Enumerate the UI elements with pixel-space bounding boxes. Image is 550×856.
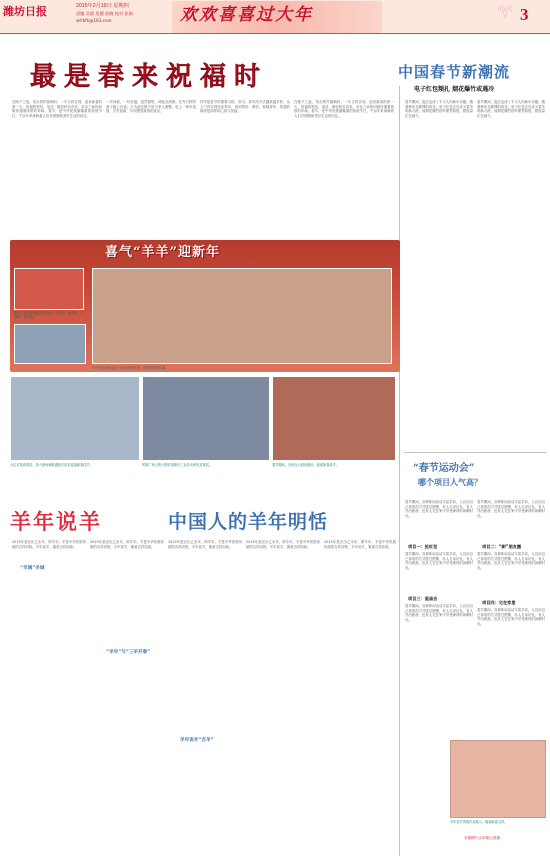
- bottom-col1: 2015年是农历乙未年，即羊年。羊是中华民族传统的吉祥动物，羊年说羊，寓意吉祥如意。: [12, 540, 86, 549]
- photo-spread-title: 喜气“羊羊”迎新年: [105, 245, 220, 260]
- item2-title: 项目二：“刷”朋友圈: [482, 544, 522, 549]
- page-number: 3: [520, 5, 529, 24]
- item1-title: 项目一：抢红包: [408, 544, 438, 549]
- right-body-col1: 春节期间，抢红包成了不少人的新年乐趣。随着移动互联网的普及，电子红包正在成为春节的新习俗，而烟花爆竹因环保等原因，燃放量正在减少。: [405, 100, 473, 119]
- bottom-col5: 2015年是农历乙未年，即羊年。羊是中华民族传统的吉祥动物，羊年说羊，寓意吉祥如意。: [324, 540, 396, 549]
- item3-body: 春节期间，各种休闲活动丰富多彩，人们用自己喜欢的方式度过假期，有人走亲访友，有人外出旅游，也有人宅在家中享受难得的闲暇时光。: [405, 604, 473, 623]
- photo-lanterns: [92, 268, 392, 364]
- bottom-col2: 2015年是农历乙未年，即羊年。羊是中华民族传统的吉祥动物，羊年说羊，寓意吉祥如意。: [90, 540, 164, 549]
- sports-col2-top: 春节期间，各种休闲活动丰富多彩，人们用自己喜欢的方式度过假期，有人走亲访友，有人外出旅游，也有人宅在家中享受难得的闲暇时光。: [477, 500, 545, 519]
- right-subheadline: 电子红包频扎 烟花爆竹或遇冷: [414, 86, 495, 93]
- right-body-col2: 春节期间，抢红包成了不少人的新年乐趣。随着移动互联网的普及，电子红包正在成为春节的新习俗，而烟花爆竹因环保等原因，燃放量正在减少。: [477, 100, 545, 119]
- sports-headline: “春节运动会”: [413, 463, 475, 474]
- item2-body: 春节期间，各种休闲活动丰富多彩，人们用自己喜欢的方式度过假期，有人走亲访友，有人外出旅游，也有人宅在家中享受难得的闲暇时光。: [477, 552, 545, 571]
- bottom-sub3: 羊年说羊“吉羊”: [180, 738, 214, 743]
- photo-festival-lights: [272, 376, 396, 461]
- bottom-sub2: “羊年”与“三羊开泰”: [106, 650, 151, 655]
- item4-body: 春节期间，各种休闲活动丰富多彩，人们用自己喜欢的方式度过假期，有人走亲访友，有人外出旅游，也有人宅在家中享受难得的闲暇时光。: [477, 608, 545, 627]
- bottom-col3: 2015年是农历乙未年，即羊年。羊是中华民族传统的吉祥动物，羊年说羊，寓意吉祥如意。: [168, 540, 242, 549]
- right-divider: [404, 452, 546, 453]
- newspaper-logo: 潍坊日报: [3, 5, 47, 18]
- photo-children: [14, 324, 86, 364]
- contact-email: wfrbfk@163.com: [76, 18, 112, 23]
- papercut-caption: 羊年贺岁剪纸作品展示，寓意新春吉祥。: [450, 820, 508, 824]
- lead-body-col2: 一声问候，一句祝福，虽然简短，却饱含深情。在外打拼的游子踏上归途，只为赶在除夕前与家人团聚，吃上一顿年夜饭，守岁迎新，共同感受新春的喜庆。: [106, 100, 196, 114]
- sports-intro: 春节期间，各种休闲活动丰富多彩，人们用自己喜欢的方式度过假期，有人走亲访友，有人外出旅游，也有人宅在家中享受难得的闲暇时光。: [405, 500, 473, 519]
- bottom-headline-blue: 中国人的羊年明恬: [168, 511, 329, 533]
- photo-papercut: [14, 268, 84, 310]
- lead-body-col3: 拜年是春节的重要习俗。如今，拜年的方式越来越多样，从上门拜年到电话拜年，再到短信、微信、视频拜年，传递的始终是同样的心意与祝福。: [200, 100, 290, 114]
- photo-caption-2: 孩子们在新年庙会上体验传统民俗，感受浓浓的年味。: [92, 366, 169, 370]
- item3-title: 项目三：逛庙会: [408, 596, 438, 601]
- bottom-sub1: “羊城”羊城: [20, 566, 45, 571]
- photo-caption-5: 春节期间，市民在公园里游玩，欢度新春佳节。: [272, 463, 339, 467]
- bottom-col4: 2015年是农历乙未年，即羊年。羊是中华民族传统的吉祥动物，羊年说羊，寓意吉祥如意。: [246, 540, 320, 549]
- photo-caption-1: 我市各街道开展迎新春活动，居民们一起剪纸、写春联、挂灯笼。: [14, 311, 85, 320]
- photo-fountain: [142, 376, 270, 461]
- issue-date: 2015年2月19日 星期四: [76, 3, 129, 9]
- editor-line: 责编 吴斌 见健 彭晓 校对 张娟: [76, 11, 133, 16]
- page-footer: 本版图片由本报记者摄: [464, 836, 500, 840]
- lead-body-col4: 在除夕之夜，零点钟声敲响时，一年又将告别，迎来新春的第一天。祝福的短信、电话、微信纷至沓来，亲友之间的问候传递着浓浓的年味。春节，是中华民族最隆重的传统节日，千百年来承载着人们对团圆和美好生活的向往。: [294, 100, 394, 119]
- papercut-image: [450, 740, 546, 818]
- photo-dog-sled: [10, 376, 140, 461]
- item4-title: 项目四：宅在家里: [482, 600, 516, 605]
- lead-headline: 最是春来祝福时: [30, 62, 269, 92]
- festival-banner-text: 欢欢喜喜过大年: [180, 5, 313, 25]
- bottom-headline-red: 羊年说羊: [10, 509, 102, 534]
- photo-caption-4: 风筝广场上的大型灯组吸引了众多市民驻足观赏。: [142, 463, 213, 467]
- column-divider: [399, 86, 400, 856]
- photo-caption-3: 大红灯笼高高挂，各大商场和街道张灯结彩迎接新春佳节。: [10, 463, 93, 467]
- lead-body-col1: 在除夕之夜，零点钟声敲响时，一年又将告别，迎来新春的第一天。祝福的短信、电话、微信纷至沓来，亲友之间的问候传递着浓浓的年味。春节，是中华民族最隆重的传统节日，千百年来承载着人们对团圆和美好生活的向往。: [12, 100, 102, 119]
- sheep-icon: ♈: [498, 3, 513, 22]
- item1-body: 春节期间，各种休闲活动丰富多彩，人们用自己喜欢的方式度过假期，有人走亲访友，有人外出旅游，也有人宅在家中享受难得的闲暇时光。: [405, 552, 473, 571]
- right-headline: 中国春节新潮流: [398, 63, 511, 81]
- sports-subheadline: 哪个项目人气高？: [418, 478, 482, 487]
